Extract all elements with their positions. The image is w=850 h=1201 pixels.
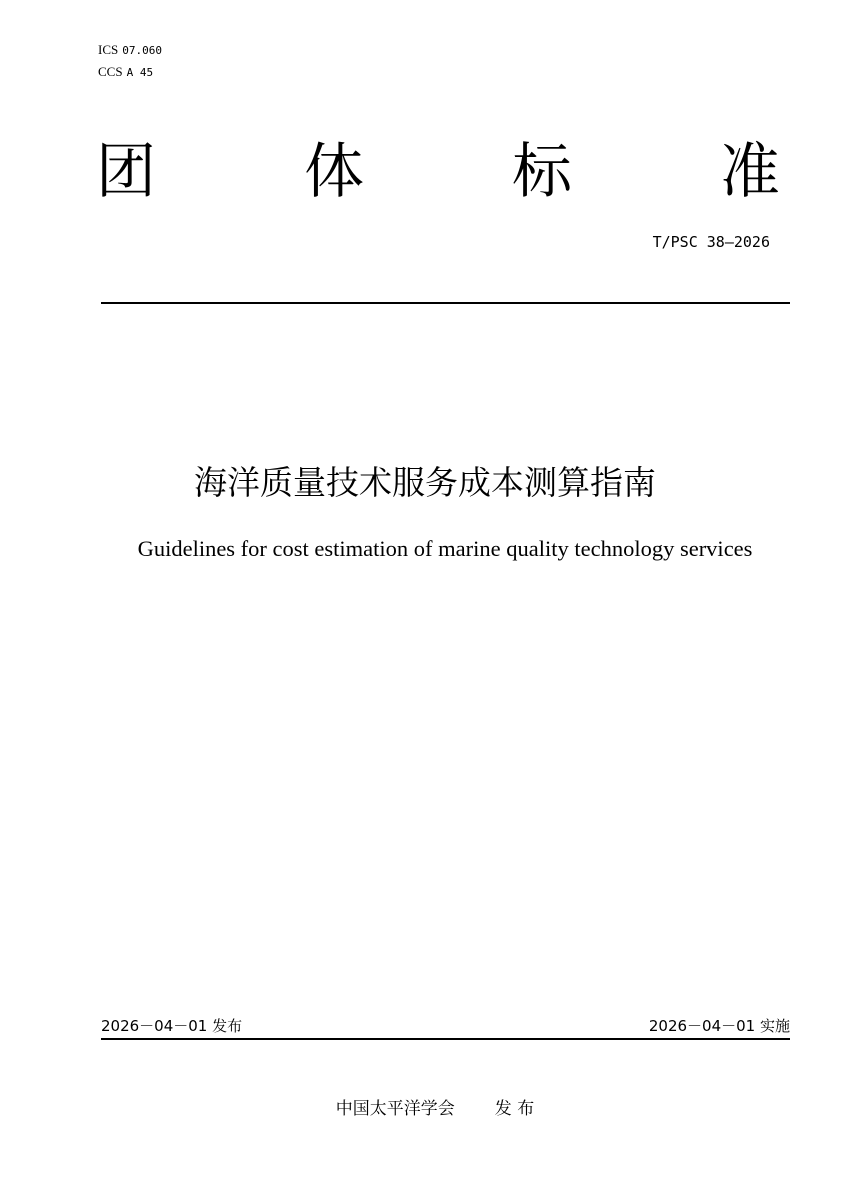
header-divider <box>101 302 790 304</box>
standard-type-char: 准 <box>720 137 780 207</box>
publisher-action: 发 布 <box>494 1099 535 1119</box>
ccs-label: CCS <box>98 64 123 79</box>
standard-type-char: 团 <box>96 137 156 207</box>
chinese-title: 海洋质量技术服务成本测算指南 <box>194 463 656 502</box>
ics-label: ICS <box>98 42 119 57</box>
standard-type-char: 标 <box>512 137 572 207</box>
footer-divider <box>101 1038 790 1040</box>
standard-type-char: 体 <box>304 137 364 207</box>
ccs-value: A 45 <box>126 66 154 79</box>
ccs-code-line <box>98 64 153 81</box>
publisher-line <box>0 1097 850 1121</box>
publisher-name: 中国太平洋学会 <box>335 1099 455 1119</box>
release-date: 2026－04－01 发布 <box>101 1017 243 1035</box>
ics-value: 07.060 <box>122 44 162 57</box>
standard-type-heading <box>96 134 780 210</box>
standard-number: T/PSC 38—2026 <box>652 233 770 251</box>
english-title: Guidelines for cost estimation of marine quality technology services <box>137 536 753 561</box>
implementation-date: 2026－04－01 实施 <box>648 1017 790 1035</box>
ics-code-line <box>98 42 162 59</box>
